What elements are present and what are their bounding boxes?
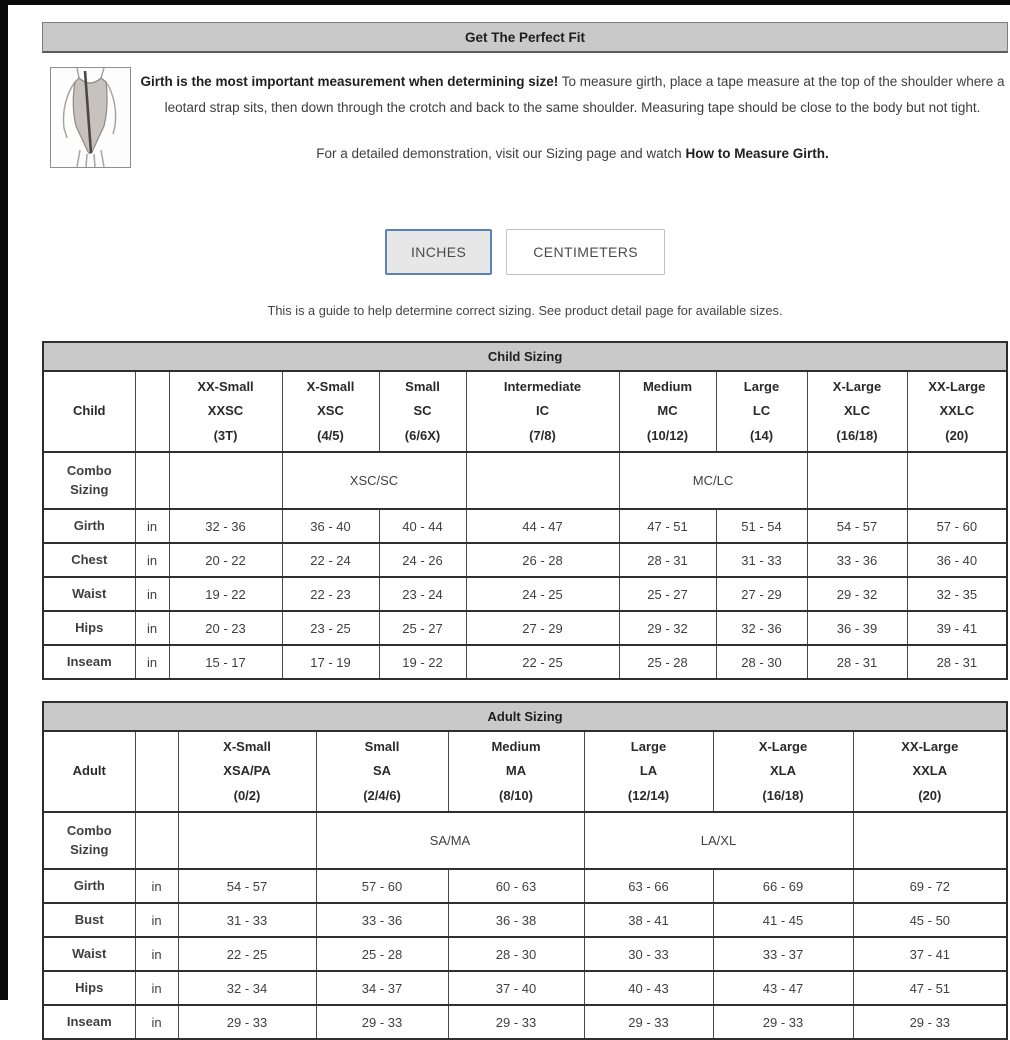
measurement-value-cell: 32 - 36	[716, 611, 807, 645]
measurement-value-cell: 25 - 27	[379, 611, 466, 645]
size-column-name: X-Small	[223, 739, 271, 755]
combo-cell	[466, 452, 619, 509]
group-label: Adult	[43, 731, 135, 812]
demo-sentence	[137, 146, 1008, 161]
measurement-row-label: Waist	[43, 937, 135, 971]
measurement-unit-cell: in	[135, 903, 178, 937]
size-column-header	[282, 371, 379, 452]
measurement-value-cell: 29 - 33	[448, 1005, 584, 1039]
inches-button[interactable]: INCHES	[385, 229, 492, 275]
size-column-code: SC	[413, 403, 432, 419]
measurement-value-cell: 22 - 24	[282, 543, 379, 577]
measurement-value-cell: 57 - 60	[316, 869, 448, 903]
group-label: Child	[43, 371, 135, 452]
measurement-row-label: Bust	[43, 903, 135, 937]
size-column-name: Medium	[491, 739, 541, 755]
measurement-value-cell: 29 - 33	[853, 1005, 1007, 1039]
size-column-name: Intermediate	[503, 379, 582, 395]
girth-instructions-body: To measure girth, place a tape measure at the top of the shoulder where a leotard strap sits, then down through the crotch and back to the same shoulder. Measuring tape should be close to the body but not tight.	[164, 74, 1005, 116]
combo-cell	[907, 452, 1007, 509]
size-column-code: LC	[752, 403, 771, 419]
size-column-name: Large	[743, 379, 780, 395]
size-column-name: Small	[405, 379, 440, 395]
size-column-header	[853, 731, 1007, 812]
combo-cell	[178, 812, 316, 869]
measurement-value-cell: 45 - 50	[853, 903, 1007, 937]
size-column-name: XX-Large	[928, 379, 986, 395]
measurement-value-cell: 25 - 28	[316, 937, 448, 971]
size-column-code: XSC	[317, 403, 344, 419]
size-column-header	[907, 371, 1007, 452]
size-column-size_range: (16/18)	[836, 427, 878, 443]
size-column-name: Small	[364, 739, 400, 755]
measurement-row-label: Girth	[43, 869, 135, 903]
page-title: Get The Perfect Fit	[464, 29, 586, 45]
measurement-row-label: Hips	[43, 971, 135, 1005]
size-column-size_range: (8/10)	[499, 787, 533, 803]
measurement-value-cell: 19 - 22	[379, 645, 466, 679]
unit-column-header	[135, 371, 169, 452]
measurement-value-cell: 36 - 40	[907, 543, 1007, 577]
size-column-name: X-Large	[832, 379, 882, 395]
measurement-value-cell: 57 - 60	[907, 509, 1007, 543]
combo-cell: SA/MA	[316, 812, 584, 869]
measurement-value-cell: 54 - 57	[807, 509, 907, 543]
size-column-code: XXLC	[939, 403, 975, 419]
measurement-value-cell: 27 - 29	[466, 611, 619, 645]
measurement-unit-cell: in	[135, 543, 169, 577]
measurement-value-cell: 41 - 45	[713, 903, 853, 937]
measurement-value-cell: 28 - 31	[807, 645, 907, 679]
measurement-value-cell: 43 - 47	[713, 971, 853, 1005]
screenshot-top-border	[0, 0, 1010, 5]
measurement-value-cell: 22 - 25	[178, 937, 316, 971]
unit-column-header	[135, 731, 178, 812]
size-column-size_range: (16/18)	[762, 787, 804, 803]
girth-instructions	[137, 63, 1008, 122]
combo-cell: MC/LC	[619, 452, 807, 509]
size-column-name: XX-Small	[197, 379, 254, 395]
combo-sizing-label: Combo Sizing	[43, 452, 135, 509]
measurement-value-cell: 20 - 22	[169, 543, 282, 577]
size-column-code: SA	[372, 763, 392, 779]
measurement-value-cell: 29 - 32	[807, 577, 907, 611]
child-sizing-table	[42, 341, 1008, 680]
measurement-value-cell: 38 - 41	[584, 903, 713, 937]
combo-cell: LA/XL	[584, 812, 853, 869]
measurement-value-cell: 24 - 25	[466, 577, 619, 611]
measurement-value-cell: 22 - 23	[282, 577, 379, 611]
measurement-row-label: Inseam	[43, 645, 135, 679]
measurement-value-cell: 28 - 30	[716, 645, 807, 679]
girth-diagram-image	[50, 67, 131, 168]
combo-unit-cell	[135, 812, 178, 869]
measurement-value-cell: 32 - 36	[169, 509, 282, 543]
measurement-row-label: Inseam	[43, 1005, 135, 1039]
measurement-value-cell: 40 - 43	[584, 971, 713, 1005]
size-column-header	[807, 371, 907, 452]
measurement-row-label: Hips	[43, 611, 135, 645]
combo-cell	[853, 812, 1007, 869]
demo-sentence-bold: How to Measure Girth.	[685, 145, 829, 161]
measurement-value-cell: 25 - 27	[619, 577, 716, 611]
measurement-value-cell: 47 - 51	[619, 509, 716, 543]
measurement-value-cell: 69 - 72	[853, 869, 1007, 903]
size-column-header	[316, 731, 448, 812]
measurement-value-cell: 19 - 22	[169, 577, 282, 611]
size-column-header	[619, 371, 716, 452]
size-column-size_range: (12/14)	[627, 787, 670, 803]
measurement-value-cell: 31 - 33	[178, 903, 316, 937]
size-column-header	[713, 731, 853, 812]
measurement-value-cell: 28 - 31	[907, 645, 1007, 679]
measurement-value-cell: 31 - 33	[716, 543, 807, 577]
leotard-figure-icon	[51, 68, 130, 167]
measurement-value-cell: 47 - 51	[853, 971, 1007, 1005]
measurement-value-cell: 20 - 23	[169, 611, 282, 645]
measurement-value-cell: 36 - 40	[282, 509, 379, 543]
measurement-value-cell: 33 - 36	[807, 543, 907, 577]
measurement-value-cell: 34 - 37	[316, 971, 448, 1005]
size-column-code: IC	[536, 403, 549, 419]
measurement-unit-cell: in	[135, 1005, 178, 1039]
measurement-value-cell: 28 - 30	[448, 937, 584, 971]
size-column-size_range: (6/6X)	[404, 427, 441, 443]
measurement-value-cell: 15 - 17	[169, 645, 282, 679]
size-column-header	[466, 371, 619, 452]
table-section-title: Child Sizing	[43, 342, 1007, 371]
size-column-header	[379, 371, 466, 452]
size-column-code: XLA	[770, 763, 796, 779]
measurement-unit-cell: in	[135, 645, 169, 679]
measurement-row-label: Girth	[43, 509, 135, 543]
size-column-code: MA	[505, 763, 527, 779]
size-column-header	[716, 371, 807, 452]
guide-note: This is a guide to help determine correct sizing. See product detail page for available sizes.	[267, 303, 783, 318]
size-column-code: LA	[639, 763, 658, 779]
centimeters-button[interactable]: CENTIMETERS	[506, 229, 665, 275]
measurement-unit-cell: in	[135, 937, 178, 971]
size-column-name: Medium	[642, 379, 693, 395]
page-content	[42, 22, 1008, 1040]
measurement-value-cell: 24 - 26	[379, 543, 466, 577]
combo-cell: XSC/SC	[282, 452, 466, 509]
measurement-value-cell: 29 - 33	[316, 1005, 448, 1039]
size-column-header	[169, 371, 282, 452]
combo-cell	[807, 452, 907, 509]
measurement-value-cell: 27 - 29	[716, 577, 807, 611]
size-column-header	[448, 731, 584, 812]
size-column-size_range: (2/4/6)	[363, 787, 401, 803]
combo-sizing-label: Combo Sizing	[43, 812, 135, 869]
size-column-name: XX-Large	[901, 739, 959, 755]
size-column-code: XSA/PA	[223, 763, 271, 779]
measurement-value-cell: 36 - 38	[448, 903, 584, 937]
combo-cell	[169, 452, 282, 509]
measurement-row-label: Waist	[43, 577, 135, 611]
measurement-value-cell: 23 - 24	[379, 577, 466, 611]
size-column-size_range: (7/8)	[529, 427, 556, 443]
unit-toggle	[42, 229, 1008, 275]
size-column-code: XXSC	[207, 403, 244, 419]
adult-sizing-table	[42, 701, 1008, 1040]
measurement-value-cell: 36 - 39	[807, 611, 907, 645]
measurement-value-cell: 37 - 40	[448, 971, 584, 1005]
measurement-value-cell: 26 - 28	[466, 543, 619, 577]
size-column-size_range: (10/12)	[646, 427, 689, 443]
measurement-value-cell: 29 - 32	[619, 611, 716, 645]
measurement-unit-cell: in	[135, 869, 178, 903]
measurement-value-cell: 51 - 54	[716, 509, 807, 543]
intro-section	[42, 63, 1008, 211]
size-column-size_range: (20)	[945, 427, 969, 443]
measurement-value-cell: 33 - 36	[316, 903, 448, 937]
page-title-bar	[42, 22, 1008, 53]
measurement-unit-cell: in	[135, 577, 169, 611]
measurement-value-cell: 33 - 37	[713, 937, 853, 971]
demo-sentence-text: For a detailed demonstration, visit our Sizing page and watch	[316, 145, 682, 161]
size-column-name: X-Small	[306, 379, 355, 395]
combo-unit-cell	[135, 452, 169, 509]
measurement-value-cell: 60 - 63	[448, 869, 584, 903]
measurement-value-cell: 63 - 66	[584, 869, 713, 903]
measurement-unit-cell: in	[135, 611, 169, 645]
measurement-value-cell: 40 - 44	[379, 509, 466, 543]
measurement-value-cell: 30 - 33	[584, 937, 713, 971]
size-column-size_range: (20)	[918, 787, 942, 803]
measurement-value-cell: 44 - 47	[466, 509, 619, 543]
size-column-code: XLC	[844, 403, 870, 419]
measurement-value-cell: 32 - 34	[178, 971, 316, 1005]
measurement-unit-cell: in	[135, 971, 178, 1005]
table-section-title: Adult Sizing	[43, 702, 1007, 731]
size-column-size_range: (0/2)	[233, 787, 261, 803]
size-column-name: Large	[630, 739, 667, 755]
measurement-value-cell: 32 - 35	[907, 577, 1007, 611]
measurement-value-cell: 17 - 19	[282, 645, 379, 679]
measurement-unit-cell: in	[135, 509, 169, 543]
measurement-value-cell: 37 - 41	[853, 937, 1007, 971]
size-column-code: XXLA	[912, 763, 948, 779]
measurement-value-cell: 39 - 41	[907, 611, 1007, 645]
measurement-value-cell: 25 - 28	[619, 645, 716, 679]
measurement-value-cell: 22 - 25	[466, 645, 619, 679]
size-column-name: X-Large	[758, 739, 808, 755]
girth-instructions-lead: Girth is the most important measurement when determining size!	[140, 74, 559, 89]
measurement-value-cell: 54 - 57	[178, 869, 316, 903]
measurement-row-label: Chest	[43, 543, 135, 577]
size-column-header	[584, 731, 713, 812]
measurement-value-cell: 23 - 25	[282, 611, 379, 645]
size-column-size_range: (4/5)	[317, 427, 344, 443]
measurement-value-cell: 29 - 33	[178, 1005, 316, 1039]
size-column-size_range: (3T)	[213, 427, 238, 443]
size-column-size_range: (14)	[749, 427, 774, 443]
screenshot-left-border	[0, 0, 8, 1000]
measurement-value-cell: 66 - 69	[713, 869, 853, 903]
measurement-value-cell: 29 - 33	[584, 1005, 713, 1039]
size-column-code: MC	[657, 403, 678, 419]
size-column-header	[178, 731, 316, 812]
measurement-value-cell: 29 - 33	[713, 1005, 853, 1039]
measurement-value-cell: 28 - 31	[619, 543, 716, 577]
